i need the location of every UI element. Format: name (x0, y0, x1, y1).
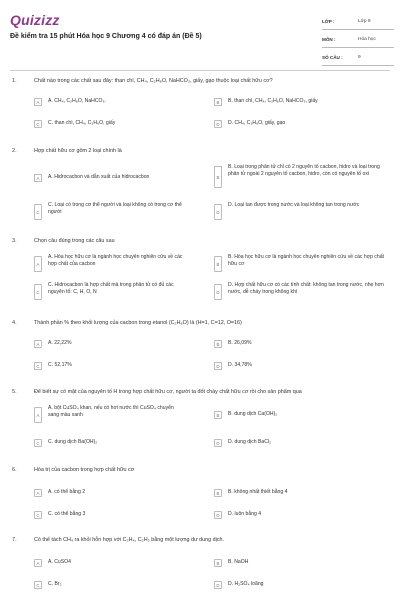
option-letter: B (214, 98, 222, 106)
option-text: A. Hóa học hữu cơ là ngành học chuyên nghiên cứu về các hợp chất của cacbon (48, 254, 183, 267)
question-number: 4. (12, 320, 17, 326)
option-letter: C (34, 439, 42, 447)
meta-key: SỐ CÂU : (322, 55, 343, 60)
meta-row-subject (322, 32, 394, 48)
option-c[interactable] (34, 439, 186, 447)
question-text: Chọn câu đúng trong các câu sau (34, 238, 115, 244)
option-text: A. bột CuSO₄ khan, nếu có hơi nước thì CuSO₄ chuyển sang màu xanh (48, 405, 174, 418)
option-b[interactable] (214, 98, 392, 106)
question-text: Chất nào trong các chất sau đây: than chì, CH₄, C₂H₆O, NaHCO₃, giấy, gạo thuộc loại chất hữu cơ? (34, 78, 273, 84)
option-letter: B (214, 166, 222, 188)
option-letter: A (34, 256, 42, 272)
option-text: C. dung dịch Ba(OH)₂ (48, 439, 98, 445)
option-text: B. than chì, CH₄, C₂H₆O, NaHCO₃, giấy (228, 98, 318, 104)
option-letter: C (34, 204, 42, 220)
option-letter: D (214, 511, 222, 519)
option-text: A. CuSO4 (48, 559, 71, 565)
option-a[interactable] (34, 340, 186, 348)
quizizz-logo: Quizizz (10, 12, 60, 28)
option-d[interactable] (214, 202, 392, 220)
question-number: 3. (12, 238, 17, 244)
meta-row-count (322, 50, 394, 66)
option-letter: B (214, 340, 222, 348)
question-header (12, 537, 392, 544)
option-letter: B (214, 559, 222, 567)
question-text: Hóa trị của cacbon trong hợp chất hữu cơ (34, 467, 135, 473)
option-letter: C (34, 284, 42, 300)
option-c[interactable] (34, 282, 186, 300)
option-letter: C (34, 120, 42, 128)
option-text: C. Hidrocacbon là hợp chất mà trong phân tử có đủ các nguyên tố: C, H, O, N (48, 282, 174, 295)
question-header (12, 148, 392, 155)
question-header (12, 238, 392, 245)
option-c[interactable] (34, 511, 186, 519)
option-a[interactable] (34, 98, 186, 106)
question-number: 2. (12, 148, 17, 154)
option-b[interactable] (214, 489, 392, 497)
option-c[interactable] (34, 362, 186, 370)
option-text: B. không nhất thiết bằng 4 (228, 489, 288, 495)
option-a[interactable] (34, 559, 186, 567)
option-b[interactable] (214, 164, 392, 188)
meta-key: MÔN : (322, 37, 336, 42)
option-text: C. có thể bằng 3 (48, 511, 86, 517)
option-text: B. NaOH (228, 559, 249, 565)
option-letter: B (214, 489, 222, 497)
option-letter: D (214, 120, 222, 128)
option-b[interactable] (214, 559, 392, 567)
option-d[interactable] (214, 362, 392, 370)
option-b[interactable] (214, 411, 392, 419)
meta-value: 9 (358, 55, 361, 60)
option-text: D. H₂SO₄ loãng (228, 581, 264, 587)
option-letter: B (214, 411, 222, 419)
question-number: 1. (12, 78, 17, 84)
question-header (12, 78, 392, 85)
question-text: Có thể tách CH₄ ra khỏi hỗn hợp với C₂H₄, C₂H₂ bằng một lượng dư dung dịch. (34, 537, 225, 543)
option-letter: A (34, 559, 42, 567)
option-text: A. 22,22% (48, 340, 72, 346)
option-d[interactable] (214, 120, 392, 128)
header-divider (10, 70, 390, 71)
option-d[interactable] (214, 511, 392, 519)
question-text: Để biết sự có mặt của nguyên tố H trong hợp chất hữu cơ, người ta đốt cháy chất hữu cơ rồi cho sản phẩm qua (34, 389, 302, 395)
option-letter: A (34, 174, 42, 182)
option-text: D. luôn bằng 4 (228, 511, 262, 517)
option-text: D. dung dịch BaCl₂ (228, 439, 272, 445)
option-letter: A (34, 340, 42, 348)
meta-key: LỚP : (322, 19, 335, 24)
option-letter: C (34, 581, 42, 589)
question-header (12, 389, 392, 396)
question-header (12, 467, 392, 474)
option-text: D. Loại tan được trong nước và loại không tan trong nước (228, 202, 360, 208)
option-letter: C (34, 511, 42, 519)
option-text: C. than chì, CH₄, C₂H₆O, giấy (48, 120, 116, 126)
option-text: B. 26,09% (228, 340, 252, 346)
option-text: A. CH₄, C₂H₆O, NaHCO₃. (48, 98, 106, 104)
option-text: C. Loại có trong cơ thể người và loại không có trong cơ thể người (48, 202, 182, 215)
meta-value: Lớp 9 (358, 19, 371, 24)
question-header (12, 320, 392, 327)
option-c[interactable] (34, 120, 186, 128)
option-letter: D (214, 362, 222, 370)
worksheet-meta (322, 14, 394, 66)
option-text: A. Hidrocacbon và dẫn xuất của hidrocacbon (48, 174, 150, 180)
option-d[interactable] (214, 282, 392, 300)
question-text: Thành phần % theo khối lượng của cacbon trong etanol (C₂H₆O) là (H=1, C=12, O=16) (34, 320, 242, 326)
option-a[interactable] (34, 405, 186, 423)
question-text: Hợp chất hữu cơ gồm 2 loại chính là (34, 148, 122, 154)
option-d[interactable] (214, 439, 392, 447)
option-text: B. Hóa học hữu cơ là ngành học chuyên nghiên cứu về các hợp chất hữu cơ (228, 254, 384, 267)
option-a[interactable] (34, 254, 186, 272)
option-letter: D (214, 439, 222, 447)
option-text: B. dung dịch Ca(OH)₂ (228, 411, 278, 417)
option-text: A. có thể bằng 2 (48, 489, 86, 495)
option-text: D. 34,78% (228, 362, 252, 368)
option-letter: B (214, 256, 222, 272)
option-text: B. Loại trong phân tử chỉ có 2 nguyên tố cacbon, hidro và loại trong phân tử ngoài 2 nguyên tố cacbon, hidro, còn có nguyên tố oxi (228, 164, 380, 177)
option-letter: C (34, 362, 42, 370)
option-b[interactable] (214, 254, 392, 272)
option-a[interactable] (34, 489, 186, 497)
option-text: C. Br₂ (48, 581, 62, 587)
option-letter: D (214, 284, 222, 300)
question-number: 7. (12, 537, 17, 543)
option-c[interactable] (34, 202, 186, 220)
option-letter: A (34, 98, 42, 106)
option-text: C. 52,17% (48, 362, 72, 368)
meta-row-class (322, 14, 394, 30)
meta-value: Hóa học (358, 37, 376, 42)
option-letter: A (34, 407, 42, 423)
worksheet-title: Đề kiểm tra 15 phút Hóa học 9 Chương 4 có đáp án (Đề 5) (10, 33, 202, 40)
question-number: 5. (12, 389, 17, 395)
option-text: D. Hợp chất hữu cơ có các tính chất: không tan trong nước, nhẹ hơn nước, dễ cháy trong không khí (228, 282, 384, 295)
option-letter: D (214, 204, 222, 220)
worksheet-header (0, 0, 400, 66)
option-a[interactable] (34, 174, 186, 182)
question-number: 6. (12, 467, 17, 473)
option-letter: D (214, 581, 222, 589)
option-letter: A (34, 489, 42, 497)
option-c[interactable] (34, 581, 186, 589)
option-d[interactable] (214, 581, 392, 589)
option-b[interactable] (214, 340, 392, 348)
option-text: D. CH₄, C₂H₆O, giấy, gạo (228, 120, 286, 126)
